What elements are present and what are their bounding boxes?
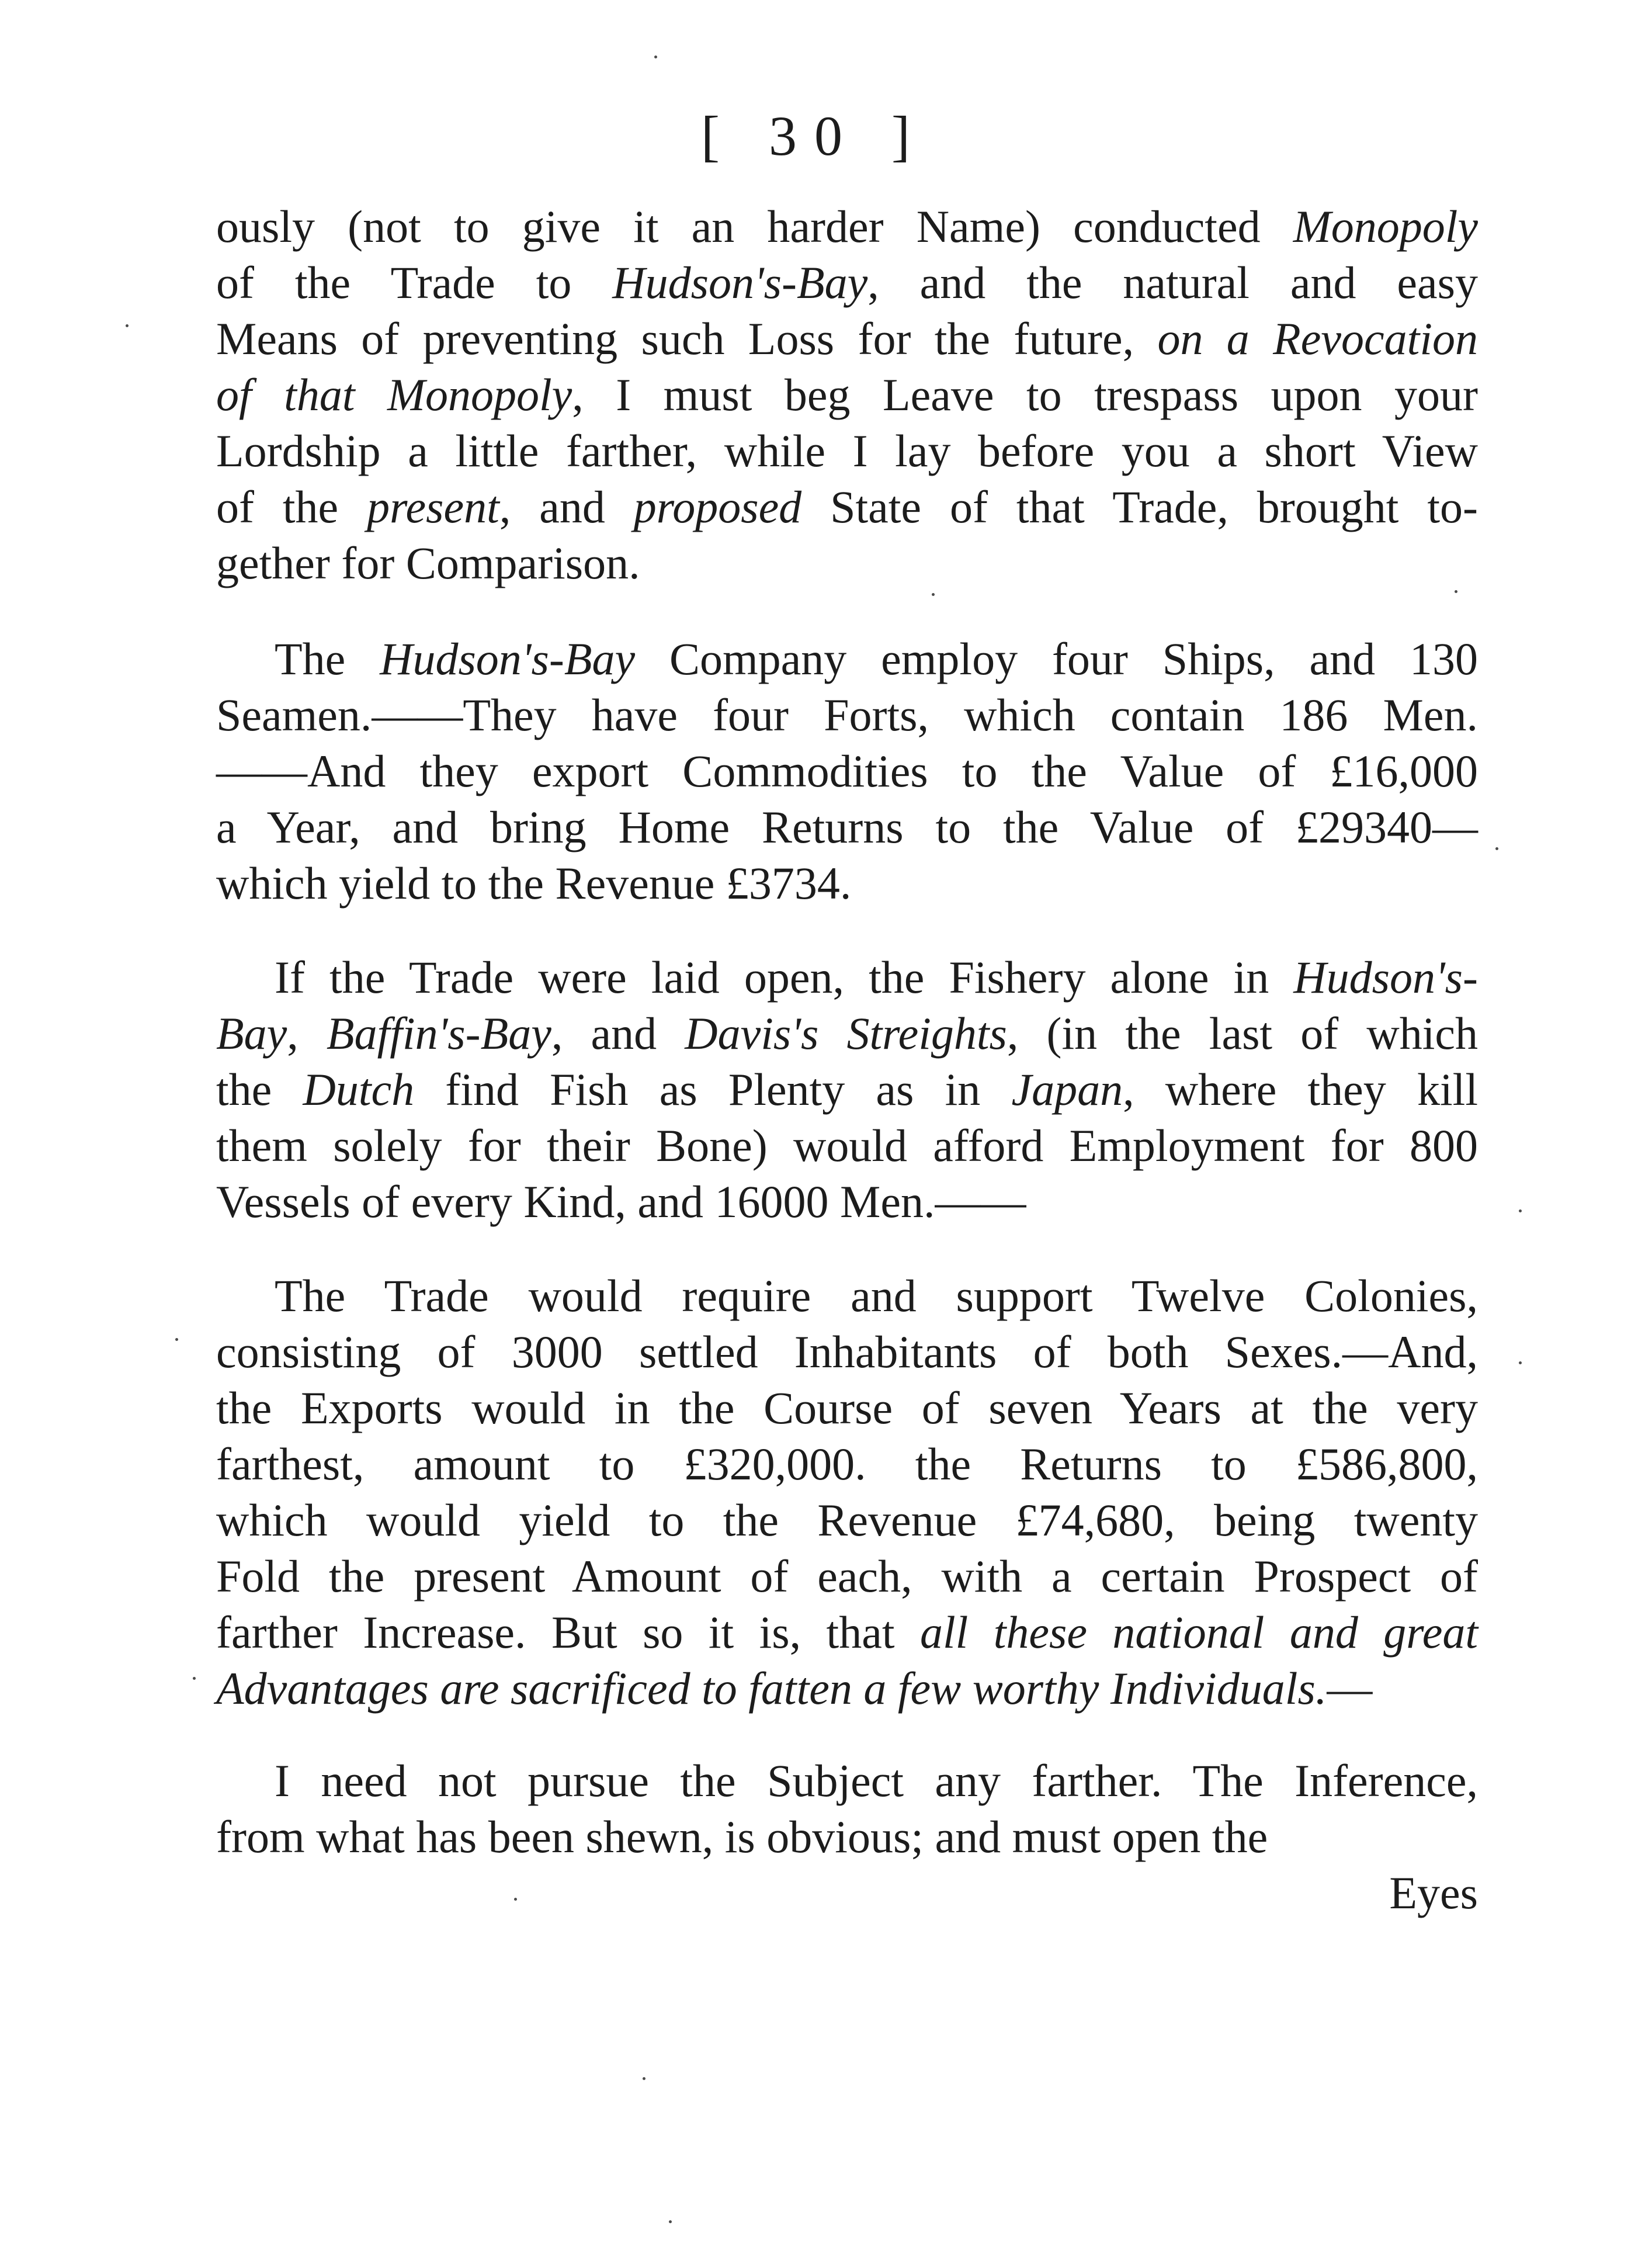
catchword: Eyes: [1389, 1867, 1478, 1918]
text-line: [216, 1174, 1478, 1230]
italic-text-run: Baffin's-Bay: [326, 1008, 551, 1059]
italic-text-run: Monopoly: [1293, 201, 1478, 252]
paper-speck: [514, 1898, 517, 1901]
text-run: a Year, and bring Home Returns to the Value of £29340—: [216, 802, 1478, 852]
text-run: them solely for their Bone) would afford Employment for 800: [216, 1120, 1478, 1171]
text-run: , and: [551, 1008, 685, 1059]
text-run: from what has been shewn, is obvious; and must open the: [216, 1811, 1268, 1862]
italic-text-run: Hudson's-: [1293, 952, 1478, 1003]
text-line: [216, 199, 1478, 255]
text-run: which yield to the Revenue £3734.: [216, 858, 852, 909]
text-line: [216, 949, 1478, 1006]
text-run: which would yield to the Revenue £74,680, being twenty: [216, 1495, 1478, 1545]
text-run: ——And they export Commodities to the Value of £16,000: [216, 746, 1478, 796]
paper-speck: [1519, 1209, 1522, 1212]
text-run: The: [275, 633, 380, 684]
text-run: , (in the last of which: [1007, 1008, 1478, 1059]
text-line: [216, 367, 1478, 423]
text-line: [216, 1604, 1478, 1661]
text-line: [216, 1753, 1478, 1809]
text-run: Company employ four Ships, and 130: [635, 633, 1478, 684]
text-run: Fold the present Amount of each, with a certain Prospect of: [216, 1551, 1478, 1602]
text-line: [216, 1661, 1478, 1717]
text-run: find Fish as Plenty as in: [414, 1064, 1012, 1115]
paper-speck: [1455, 590, 1457, 593]
italic-text-run: Hudson's-Bay: [612, 257, 868, 308]
italic-text-run: of that Monopoly: [216, 369, 572, 420]
text-line: [216, 855, 1478, 911]
text-line: [216, 423, 1478, 479]
page-number: [ 30 ]: [701, 105, 928, 167]
paper-speck: [654, 56, 657, 58]
text-line: [216, 1118, 1478, 1174]
catchword-block: [216, 1865, 1478, 1921]
text-run: ,: [287, 1008, 327, 1059]
text-line: [216, 1062, 1478, 1118]
italic-text-run: Bay: [216, 1008, 287, 1059]
text-run: consisting of 3000 settled Inhabitants of both Sexes.—And,: [216, 1326, 1478, 1377]
text-run: Seamen.——They have four Forts, which contain 186 Men.: [216, 689, 1478, 740]
text-run: State of that Trade, brought to-: [801, 481, 1479, 532]
paragraph-conclusion: [216, 1753, 1478, 1865]
italic-text-run: proposed: [633, 481, 802, 532]
text-line: [216, 799, 1478, 855]
text-line: [216, 1380, 1478, 1436]
text-line: [216, 1492, 1478, 1548]
text-run: If the Trade were laid open, the Fishery alone in: [275, 952, 1294, 1003]
text-run: gether for Comparison.: [216, 538, 640, 588]
text-line: [216, 1548, 1478, 1604]
text-run: farther Increase. But so it is, that: [216, 1607, 920, 1658]
text-run: the Exports would in the Course of seven Years at the very: [216, 1382, 1478, 1433]
italic-text-run: Davis's Streights: [685, 1008, 1007, 1059]
text-line: [216, 1324, 1478, 1380]
text-line: [216, 1268, 1478, 1324]
text-run: ously (not to give it an harder Name) conducted: [216, 201, 1293, 252]
text-line: [216, 535, 1478, 591]
paragraph-company-present-state: [216, 631, 1478, 911]
text-run: I need not pursue the Subject any farther. The Inference,: [275, 1755, 1478, 1806]
paper-speck: [1495, 847, 1498, 850]
text-run: , where they kill: [1123, 1064, 1478, 1115]
text-line: [216, 479, 1478, 535]
text-run: , and the natural and easy: [867, 257, 1478, 308]
text-run: , and: [499, 481, 634, 532]
text-run: the: [216, 1064, 303, 1115]
text-run: of the Trade to: [216, 257, 613, 308]
italic-text-run: on a Revocation: [1157, 313, 1478, 364]
paragraph-colonies-exports: [216, 1268, 1478, 1717]
italic-text-run: Hudson's-Bay: [380, 633, 636, 684]
italic-text-run: present: [367, 481, 499, 532]
text-run: The Trade would require and support Twelve Colonies,: [275, 1270, 1478, 1321]
text-line: [216, 311, 1478, 367]
paper-speck: [126, 324, 129, 327]
text-line: [216, 687, 1478, 743]
text-line: [216, 743, 1478, 799]
paragraph-open-fishery: [216, 949, 1478, 1230]
paper-speck: [175, 1338, 178, 1341]
italic-text-run: all these national and great: [919, 1607, 1479, 1658]
italic-text-run: Japan: [1011, 1064, 1123, 1115]
text-run: farthest, amount to £320,000. the Returns to £586,800,: [216, 1439, 1478, 1489]
paper-speck: [193, 1677, 196, 1680]
text-line: [216, 1006, 1478, 1062]
text-line: [216, 1436, 1478, 1492]
italic-text-run: Dutch: [303, 1064, 415, 1115]
paper-speck: [932, 593, 935, 596]
text-run: Vessels of every Kind, and 16000 Men.——: [216, 1176, 1026, 1227]
text-run: , I must beg Leave to trespass upon your: [572, 369, 1478, 420]
text-line: [216, 631, 1478, 687]
text-run: Means of preventing such Loss for the future,: [216, 313, 1158, 364]
text-line: [216, 1809, 1478, 1865]
text-run: of the: [216, 481, 367, 532]
text-line: [216, 255, 1478, 311]
paper-speck: [669, 2220, 672, 2223]
text-run: —: [1327, 1663, 1373, 1714]
paragraph-monopoly-intro: [216, 199, 1478, 591]
text-run: Lordship a little farther, while I lay before you a short View: [216, 425, 1478, 476]
paper-speck: [1519, 1361, 1522, 1364]
paper-speck: [643, 2077, 645, 2080]
italic-text-run: Advantages are sacrificed to fatten a few worthy Individuals.: [216, 1663, 1327, 1714]
